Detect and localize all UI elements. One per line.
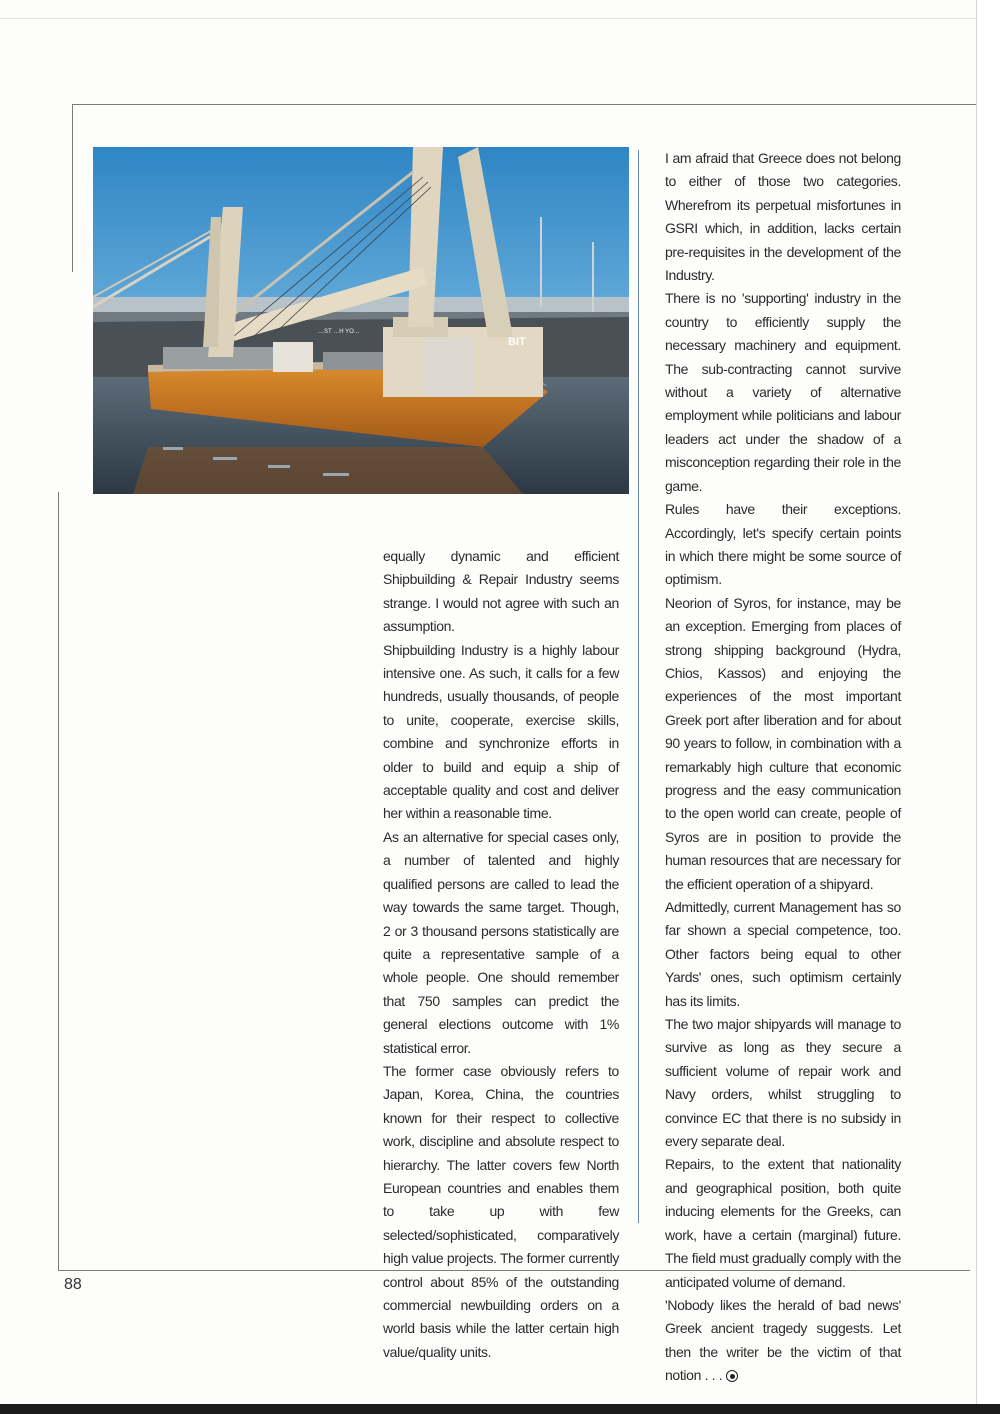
frame-line-left-lower [58, 492, 59, 1270]
right-paragraph-4: Neorion of Syros, for instance, may be an exception. Emerging from places of strong shipping background (Hydra, Chios, Kassos) and enjoying the experiences of the most important Greek port after liberation and for about 90 years to follow, in combination with a remarkably high culture that economic progress and the easy communication to the open world can create, people of Syros are in position to provide the human resources that are necessary for the efficient operation of a shipyard. [665, 594, 901, 892]
frame-line-top [72, 104, 976, 105]
floating-crane-photo [93, 147, 629, 494]
scan-bottom-border [0, 1404, 1000, 1414]
right-paragraph-5: Admittedly, current Management has so far shown a special competence, too. Other factors being equal to other Yards' ones, such optimism certainly has its limits. [665, 899, 901, 1009]
hull-lettering: BIT [508, 336, 526, 348]
right-paragraph-8 [665, 1294, 901, 1388]
closing-sentence: 'Nobody likes the herald of bad news' Greek ancient tragedy suggests. Let then the writer be the victim of that notion . . . [665, 1296, 901, 1384]
right-paragraph-7: Repairs, to the extent that nationality and geographical position, both quite inducing elements for the Greeks, can work, have a certain (marginal) future. The field must gradually comply with the anticipated volume of demand. [665, 1156, 901, 1290]
right-paragraph-2: There is no 'supporting' industry in the country to efficiently supply the necessary machinery and equipment. The sub-contracting cannot survive without a variety of alternative employment while politicians and labour leaders act under the shadow of a misconception regarding their role in the game. [665, 290, 901, 494]
right-paragraph-3: Rules have their exceptions. Accordingly, let's specify certain points in which there might be some source of optimism. [665, 501, 901, 588]
left-paragraph-4: The former case obviously refers to Japan, Korea, China, the countries known for their respect to collective work, discipline and absolute respect to hierarchy. The latter covers few North European countries and enables them to take up with few selected/sophisticated, comparatively high value projects. The former currently control about 85% of the outstanding commercial newbuilding orders on a world basis while the latter certain high value/quality units. [383, 1062, 619, 1360]
page-number: 88 [64, 1276, 82, 1293]
left-paragraph-2: Shipbuilding Industry is a highly labour intensive one. As such, it calls for a few hundreds, usually thousands, of people to unite, cooperate, exercise skills, combine and synchronize efforts in older to build and equip a ship of acceptable quality and cost and deliver her within a reasonable time. [383, 641, 619, 822]
column-rule [638, 150, 639, 1223]
right-paragraph-1: I am afraid that Greece does not belong to either of those two categories. Wherefrom its perpetual misfortunes in GSRI which, in addition, lacks certain pre-requisites in the development of the Industry. [665, 150, 901, 284]
left-text-column [383, 545, 619, 1364]
right-paragraph-6: The two major shipyards will manage to survive as long as they secure a sufficient volume of repair work and Navy orders, whilst struggling to convince EC that there is no subsidy in every separate deal. [665, 1016, 901, 1150]
left-paragraph-1: equally dynamic and efficient Shipbuilding & Repair Industry seems strange. I would not agree with such an assumption. [383, 548, 619, 635]
frame-line-left-upper [72, 104, 73, 272]
left-paragraph-3: As an alternative for special cases only, a number of talented and highly qualified persons are called to lead the way towards the same target. Though, 2 or 3 thousand persons statistically are quite a representative sample of a whole people. One should remember that 750 samples can predict the general elections outcome with 1% statistical error. [383, 828, 619, 1056]
right-text-column [665, 147, 901, 1388]
scan-edge [0, 18, 976, 19]
end-of-article-icon [726, 1370, 738, 1382]
wall-lettering: …ST …H YO… [318, 329, 360, 335]
